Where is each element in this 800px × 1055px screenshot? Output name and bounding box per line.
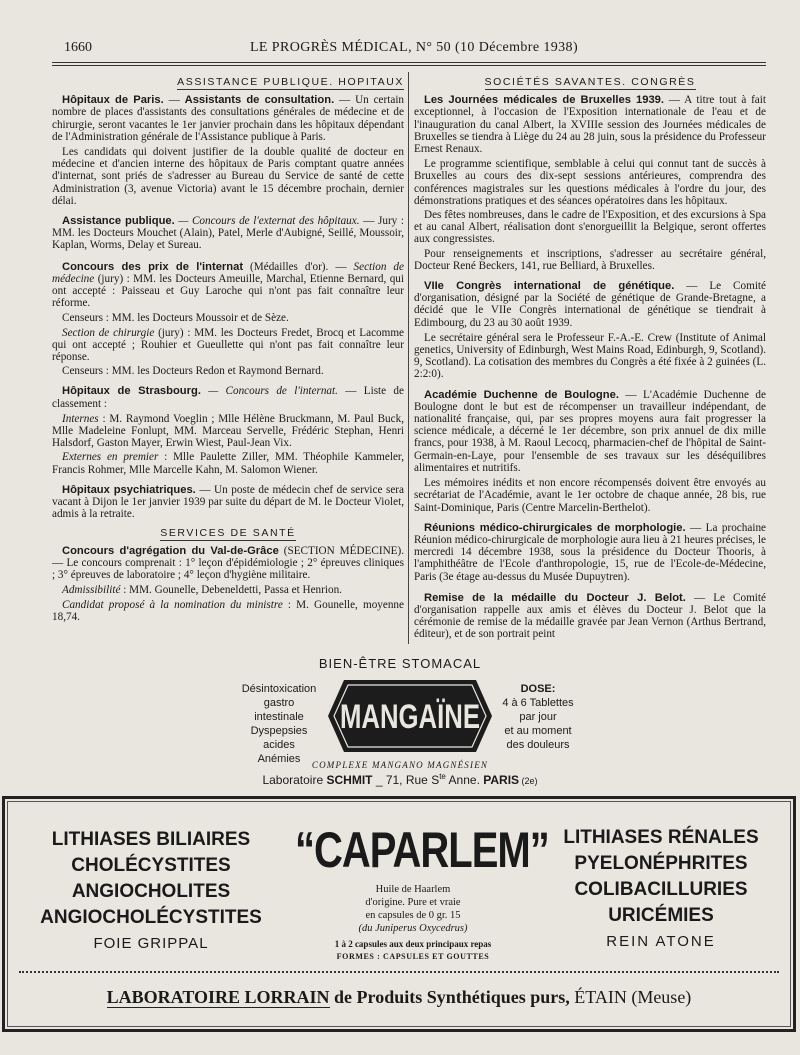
article-congres-genetique: VIIe Congrès international de génétique. — Le Comité d'organisation, désigné par la Société de génétique de Grande-Bretagne, a décidé que le VIIe Congrès international de génétique se tiendrait à Edimbourg, du 23 au 30 août 1939.	[414, 280, 767, 329]
mangaine-brand: MANGAÏNE	[340, 698, 480, 736]
ad-dosage: DOSE: 4 à 6 Tablettes par jour et au moment des douleurs	[502, 683, 574, 751]
caparlem-laboratory: LABORATOIRE LORRAIN de Produits Synthétiques purs, ÉTAIN (Meuse)	[106, 987, 692, 1007]
caparlem-forms: FORMES : CAPSULES ET GOUTTES	[336, 952, 490, 961]
journal-title: LE PROGRÈS MÉDICAL, N° 50 (10 Décembre 1938)	[249, 40, 579, 55]
right-column	[414, 72, 766, 644]
ad-complex: COMPLEXE MANGANO MAGNÉSIEN	[311, 760, 489, 770]
article-hopitaux-strasbourg: Hôpitaux de Strasbourg. — Concours de l'internat. — Liste de classement :	[52, 385, 404, 410]
article-paragraph: Candidat proposé à la nomination du ministre : M. Gounelle, moyenne 18,74.	[52, 598, 404, 623]
article-paragraph: Le secrétaire général sera le Professeur F.-A.-E. Crew (Institute of Animal genetics, University of Edinburgh, West Mains Road, Edinburgh, 9, Scotland). 9, Scotland). La cotisation des membres du Congrès a été fixée à 2 guinées (L. 2:2:0).	[414, 331, 766, 381]
article-paragraph: Des fêtes nombreuses, dans le cadre de l'Exposition, et des excursions à Spa et au canal Albert, réalisation dont s'enorgueillit la Belgique, seront offertes aux congressistes.	[414, 209, 766, 246]
article-paragraph: Le programme scientifique, semblable à celui qui connut tant de succès à Bruxelles au cours des dix-sept sessions antérieures, comprendra des conférences magistrales sur les questions médicales à l'ordre du jour, des démonstrations pratiques et des séances opératoires dans les hôpitaux.	[414, 158, 766, 207]
page-number: 1660	[64, 40, 92, 55]
article-journees-bruxelles: Les Journées médicales de Bruxelles 1939. — A titre tout à fait exceptionnel, à l'occasion de l'Exposition internationale de l'eau et de l'inauguration du canal Albert, la XVIIIe session des Journées médicales de Bruxelles se tiendra à Liège du 24 au 28 juin, sous la présidence du Professeur Ernest Renaux.	[414, 94, 766, 156]
column-divider	[408, 72, 409, 644]
article-paragraph: Admissibilité : MM. Gounelle, Debeneldetti, Passa et Henrion.	[62, 584, 342, 597]
ad-indications-left: LITHIASES BILIAIRES CHOLÉCYSTITES ANGIOCHOLITES ANGIOCHOLÉCYSTITES FOIE GRIPPAL	[40, 829, 262, 952]
section-title-assistance: ASSISTANCE PUBLIQUE. HOPITAUX	[52, 76, 404, 90]
header-rule	[52, 62, 766, 63]
article-paragraph: Pour renseignements et inscriptions, s'adresser au secrétaire général, Docteur René Beckers, 141, rue Belliard, à Bruxelles.	[414, 247, 766, 272]
mangaine-advertisement	[200, 650, 600, 790]
ad-dotted-separator	[19, 971, 779, 973]
ad-laboratory: Laboratoire SCHMIT _ 71, Rue $S^{te}$ Anne. PARIS (2e)	[262, 772, 538, 787]
article-val-de-grace: Concours d'agrégation du Val-de-Grâce (SECTION MÉDECINE). — Le concours comprenait : 1° leçon d'épidémiologie ; 2° épreuves cliniques ; 3° épreuves de laboratoire ; 4° leçon d'hygiène militaire.	[52, 544, 405, 582]
article-paragraph: Les candidats qui doivent justifier de la double qualité de docteur en médecine et d'ancien interne des hôpitaux de Paris comptant quatre années d'internat, sont priés de s'adresser au Bureau du Service de santé de cette Administration (3, avenue Victoria) avant le 15 décembre prochain, dernier délai.	[52, 146, 404, 207]
left-column	[52, 72, 404, 625]
article-paragraph: Internes : M. Raymond Voeglin ; Mlle Hélène Bruckmann, M. Paul Buck, Mlle Madeleine Fonlupt, MM. Marceau Servelle, Frédéric Stephan, Henri Halsdorf, Gaston Mayer, Erwin Wiest, Paul-Jean Vix.	[52, 412, 404, 450]
section-title-societes: SOCIÉTÉS SAVANTES. CONGRÈS	[414, 76, 766, 90]
page-header	[64, 40, 764, 60]
article-academie-duchenne: Académie Duchenne de Boulogne. — L'Académie Duchenne de Boulogne dont le but est de récompenser un travailleur indépendant, de nationalité française, qui, par ses propres moyens aura fait progresser la science médicale, a décerné le 1er décembre, son prix annuel de dix mille francs, pour 1938, à M. Raoul Lecocq, pharmacien-chef de l'hôpital de Saint-Germain-en-Laye, pour l'ensemble de ses travaux sur les déséquilibres alimentaires et nutritifs.	[414, 388, 766, 474]
ad-indications-right: LITHIASES RÉNALES PYELONÉPHRITES COLIBACILLURIES URICÉMIES REIN ATONE	[563, 827, 759, 950]
section-title-sante: SERVICES DE SANTÉ	[52, 527, 404, 541]
article-paragraph: Censeurs : MM. les Docteurs Moussoir et de Sèze.	[62, 312, 289, 325]
header-rule-2	[52, 65, 766, 66]
mangaine-logo-badge	[326, 676, 494, 756]
article-paragraph: Externes en premier : Mlle Paulette Ziller, MM. Théophile Kammeler, Francis Rohmer, Mlle Marcelle Kahn, M. Salomon Wiener.	[52, 451, 404, 476]
article-paragraph: Censeurs : MM. les Docteurs Redon et Raymond Bernard.	[62, 365, 324, 378]
caparlem-advertisement	[2, 796, 796, 1032]
article-paragraph: Section de chirurgie (jury) : MM. les Docteurs Fredet, Brocq et Lacomme qui ont accepté ; Rouhier et Gueullette qui n'ont pas fait connaître leur réponse.	[52, 326, 404, 364]
article-hopitaux-psychiatriques: Hôpitaux psychiatriques. — Un poste de médecin chef de service sera vacant à Dijon le 1er janvier 1939 par suite du départ de M. le Docteur Violet, admis à la retraite.	[52, 483, 404, 521]
caparlem-brand: “CAPARLEM”	[295, 823, 549, 879]
article-prix-internat: Concours des prix de l'internat (Médailles d'or). — Section de médecine (jury) : MM. les Docteurs Ameuille, Marchal, Etienne Bernard, qui ont accepté : Paisseau et Guy Laroche qui n'ont pas fait connaître leur réforme.	[52, 260, 404, 310]
article-medaille-belot: Remise de la médaille du Docteur J. Belot. — Le Comité d'organisation rappelle aux amis et élèves du Docteur J. Belot que la cérémonie de remise de la médaille gravée par Jean Vernon (Arthus Bertrand, éditeur), et de son portrait peint	[414, 591, 766, 641]
article-paragraph: Les mémoires inédits et non encore récompensés doivent être envoyés au secrétariat de l'Académie, avant le 1er octobre de chaque année, 28 bis, rue Saint-Dominique, Paris (Centre Marcelin-Berthelot).	[414, 477, 766, 514]
article-hopitaux-paris: Hôpitaux de Paris. — Assistants de consultation. — Un certain nombre de places d'assistants des consultations générales de médecine et de chirurgie, seront vacantes le 1er janvier prochain dans les hôpitaux dépendant de l'Administration générale de l'Assistance publique à Paris.	[52, 94, 405, 143]
caparlem-description: Huile de Haarlem d'origine. Pure et vraie en capsules de 0 gr. 15 (du Juniperus Oxycedrus)	[358, 884, 468, 934]
ad-indications: Désintoxication gastro intestinale Dyspepsies acides Anémies	[241, 683, 317, 765]
article-assistance-publique: Assistance publique. — Concours de l'externat des hôpitaux. — Jury : MM. les Docteurs Mouchet (Alain), Patel, Merle d'Aubigné, Seillé, Moussoir, Kaplan, Worms, Delay et Sureau.	[52, 215, 404, 252]
ad-headline: BIEN-ÊTRE STOMACAL	[318, 656, 482, 671]
article-reunions-morphologie: Réunions médico-chirurgicales de morphologie. — La prochaine Réunion médico-chirurgicale de morphologie aura lieu à 21 heures précises, le mercredi 14 décembre 1938, sous la présidence du Docteur Thooris, à l'amphithéâtre de l'Ecole d'anthropologie, 15, rue de l'Ecole-de-Médecine, Paris (3e étage au-dessus du Musée Dupuytren).	[414, 521, 766, 583]
caparlem-dose: 1 à 2 capsules aux deux principaux repas	[334, 939, 492, 949]
